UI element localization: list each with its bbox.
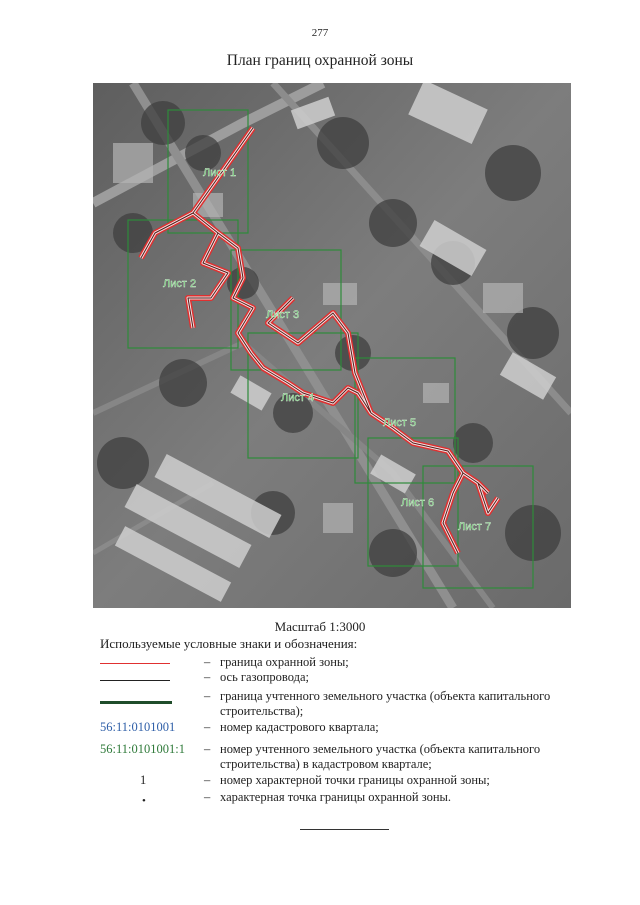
legend-description: номер характерной точки границы охранной зоны;	[220, 773, 490, 787]
legend-dash: –	[204, 720, 211, 734]
legend-description: ось газопровода;	[220, 670, 310, 684]
green-line-symbol	[100, 701, 172, 704]
land-plot-code: 56:11:0101001:1	[100, 742, 185, 756]
sheet-label-4: Лист 4	[281, 392, 315, 404]
dot-icon: •	[142, 795, 146, 807]
scale-label: Масштаб 1:3000	[274, 619, 366, 634]
legend-description: граница учтенного земельного участка (объекта капитального строительства);	[220, 689, 551, 718]
legend-description: характерная точка границы охранной зоны.	[220, 790, 452, 804]
page-title: План границ охранной зоны	[226, 52, 414, 69]
sheet-label-1: Лист 1	[203, 167, 237, 179]
legend-dash: –	[204, 773, 211, 787]
page-number: 277	[311, 27, 329, 39]
legend-dash: –	[204, 655, 211, 669]
legend-dash: –	[204, 742, 211, 756]
sheet-label-6: Лист 6	[401, 497, 435, 509]
legend-description: номер учтенного земельного участка (объекта капитального строительства) в кадастровом квартале;	[220, 742, 541, 771]
sheet-label-5: Лист 5	[383, 417, 417, 429]
legend-dash: –	[204, 790, 211, 804]
legend-dash: –	[204, 689, 211, 703]
bottom-divider	[300, 829, 389, 830]
legend-heading: Используемые условные знаки и обозначения:	[100, 636, 358, 651]
legend-description: номер кадастрового квартала;	[220, 720, 379, 734]
aerial-map[interactable]	[93, 83, 571, 608]
cadastral-quarter-code: 56:11:0101001	[100, 720, 176, 734]
aerial-photo	[93, 83, 571, 608]
sheet-label-2: Лист 2	[163, 278, 197, 290]
black-line-symbol	[100, 680, 170, 681]
red-line-symbol	[100, 663, 170, 664]
legend-description: граница охранной зоны;	[220, 655, 349, 669]
legend-dash: –	[204, 670, 211, 684]
sheet-label-7: Лист 7	[458, 521, 492, 533]
point-number-symbol: 1	[140, 773, 147, 787]
sheet-label-3: Лист 3	[266, 309, 300, 321]
